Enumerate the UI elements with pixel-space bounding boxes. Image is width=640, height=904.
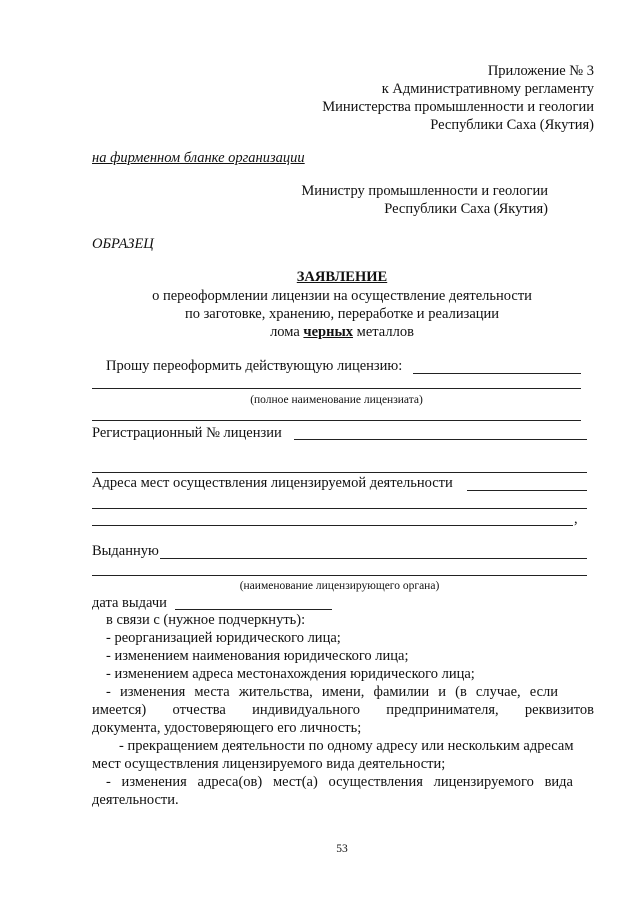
issue-date-blank	[175, 609, 332, 610]
reason-termination-line-1: - прекращением деятельности по одному адресу или нескольким адресам	[119, 738, 574, 754]
addresses-blank-2	[92, 508, 587, 509]
registration-blank	[294, 439, 587, 440]
title-line-3	[0, 323, 640, 341]
issued-blank	[160, 558, 587, 559]
appendix-line-1: Приложение № 3	[487, 63, 594, 79]
appendix-line-3: Министерства промышленности и геологии	[322, 99, 594, 115]
registration-label: Регистрационный № лицензии	[92, 425, 282, 441]
reason-places-line-1: - изменения адреса(ов) мест(а) осуществления лицензируемого вида	[106, 774, 573, 790]
reason-termination-line-2: мест осуществления лицензируемого вида деятельности;	[92, 756, 446, 772]
addresses-comma: ,	[574, 511, 578, 527]
reason-places-line-2: деятельности.	[92, 792, 179, 808]
title-line-2: по заготовке, хранению, переработке и реализации	[184, 306, 500, 322]
appendix-line-2: к Административному регламенту	[381, 81, 594, 97]
registration-blank-2	[92, 472, 587, 473]
reason-entrepreneur-line-2: имеется) отчества индивидуального предпринимателя, реквизитов	[92, 702, 594, 718]
addresses-blank-3	[92, 525, 573, 526]
license-blank	[413, 373, 581, 374]
reason-entrepreneur-line-3: документа, удостоверяющего его личность;	[92, 720, 362, 736]
letterhead-note: на фирменном бланке организации	[92, 150, 305, 166]
issue-date-label: дата выдачи	[92, 595, 167, 611]
reason-reorganization: - реорганизацией юридического лица;	[106, 630, 341, 646]
title-metal-type: черных	[303, 324, 354, 340]
addressee-line-1: Министру промышленности и геологии	[301, 183, 548, 199]
request-label: Прошу переоформить действующую лицензию:	[106, 358, 403, 374]
licensee-name-blank-2	[92, 420, 581, 421]
licensee-name-blank	[92, 388, 581, 389]
licensee-caption: (полное наименование лицензиата)	[250, 394, 423, 406]
authority-caption: (наименование лицензирующего органа)	[239, 580, 440, 592]
title-line-3-pre: лома	[270, 324, 304, 340]
title-line-1: о переоформлении лицензии на осуществление деятельности	[152, 288, 532, 304]
reason-address-change: - изменением адреса местонахождения юридического лица;	[106, 666, 475, 682]
reason-entrepreneur-line-1: - изменения места жительства, имени, фамилии и (в случае, если	[106, 684, 558, 700]
sample-label: ОБРАЗЕЦ	[92, 236, 154, 252]
page-number: 53	[336, 843, 348, 855]
document-heading: ЗАЯВЛЕНИЕ	[296, 269, 388, 285]
appendix-line-4: Республики Саха (Якутия)	[430, 117, 594, 133]
reasons-intro: в связи с (нужное подчеркнуть):	[106, 612, 306, 628]
authority-blank	[92, 575, 587, 576]
addresses-blank	[467, 490, 587, 491]
reason-name-change: - изменением наименования юридического лица;	[106, 648, 409, 664]
addressee-line-2: Республики Саха (Якутия)	[384, 201, 548, 217]
title-line-3-post: металлов	[353, 324, 414, 340]
addresses-label: Адреса мест осуществления лицензируемой деятельности	[92, 475, 453, 491]
issued-label: Выданную	[92, 543, 159, 559]
